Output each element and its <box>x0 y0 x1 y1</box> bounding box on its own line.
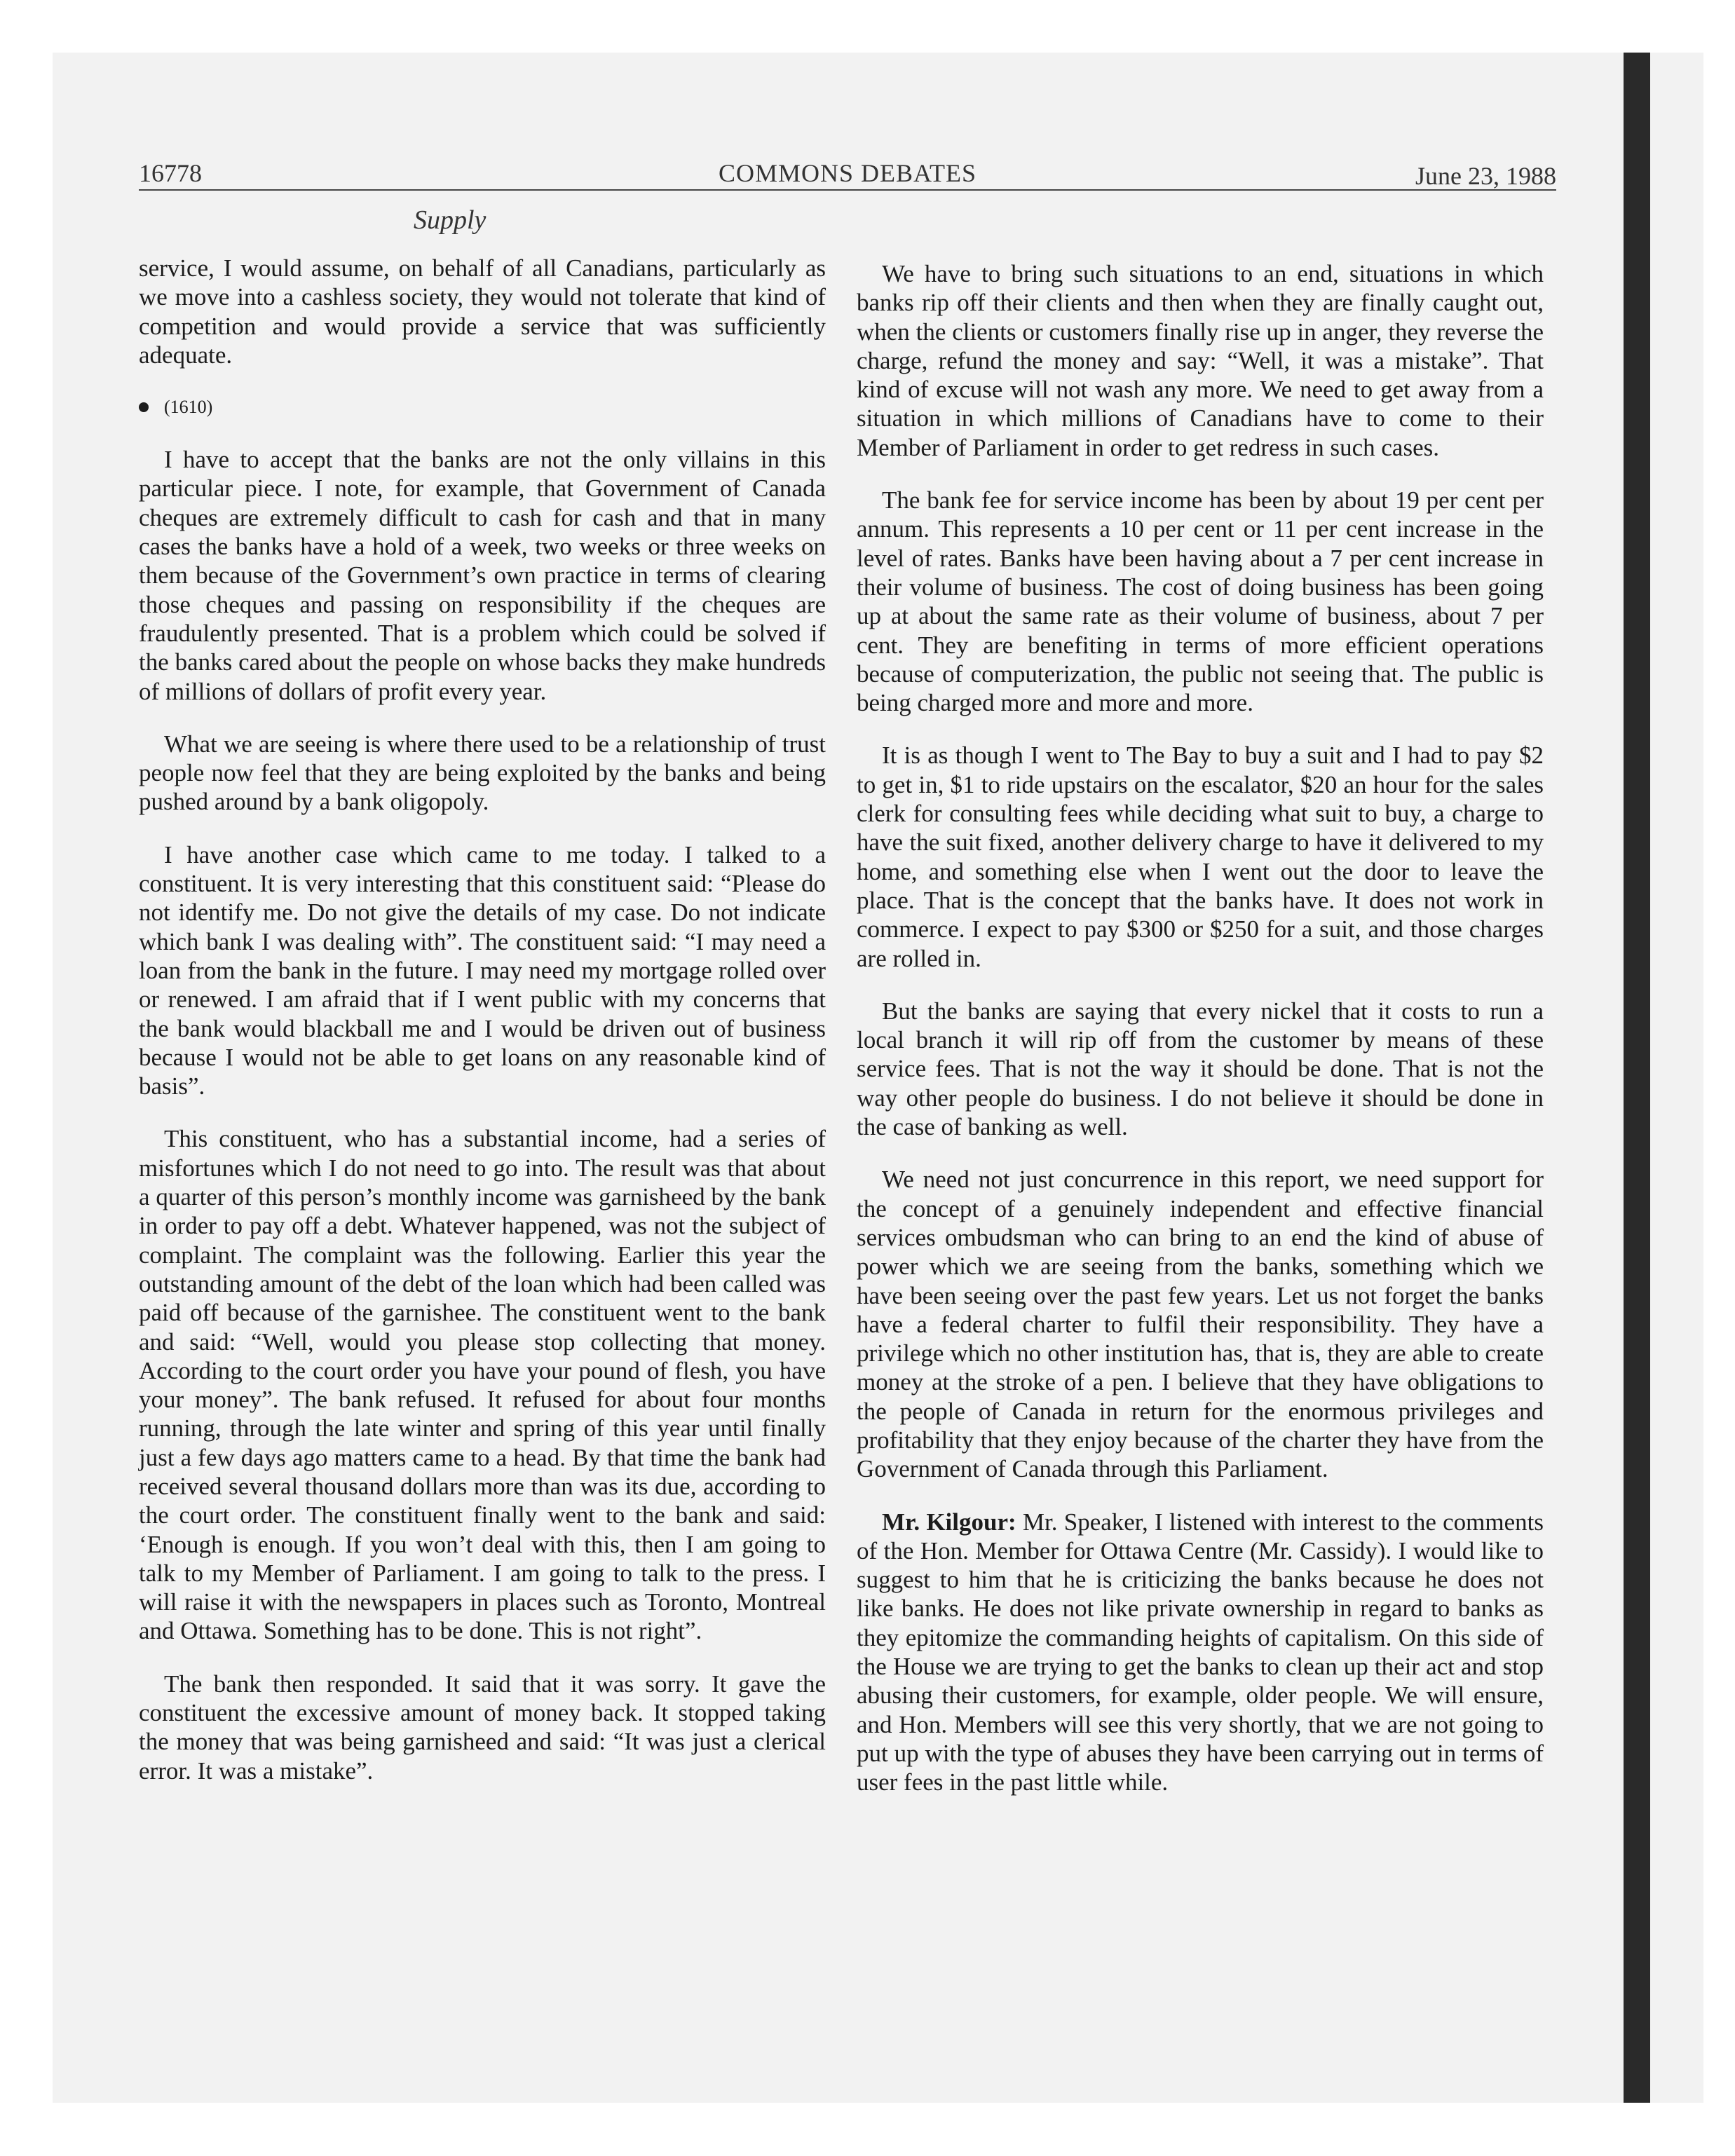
speaker-remarks: Mr. Speaker, I listened with interest to the comments of the Hon. Member for Ottawa Centre (Mr. Cassidy). I would like to suggest to him that he is criticizing the banks because he does not like banks. He does not like private ownership in regard to banks as they epitomize the commanding heights of capitalism. On this side of the House we are trying to get the banks to clean up their act and stop abusing their customers, for example, older people. We will ensure, and Hon. Members will see this very shortly, that we are not going to put up with the type of abuses they have been carrying out in terms of user fees in the past little while. <box>857 1508 1544 1796</box>
paragraph: I have to accept that the banks are not the only villains in this particular piece. I note, for example, that Government of Canada cheques are extremely difficult to cash for cash and that in many cases the banks have a hold of a week, two weeks or three weeks on them because of the Government’s own practice in terms of clearing those cheques and passing on responsibility if the cheques are fraudulently presented. That is a problem which could be solved if the banks cared about the people on whose backs they make hundreds of millions of dollars of profit every year. <box>139 446 826 705</box>
paragraph: But the banks are saying that every nickel that it costs to run a local branch it will rip off from the customer by means of these service fees. That is not the way it should be done. That is not the way other people do business. I do not believe it should be done in the case of banking as well. <box>857 997 1544 1141</box>
publication-title: COMMONS DEBATES <box>718 159 977 187</box>
paragraph: The bank fee for service income has been by about 19 per cent per annum. This represents a 10 per cent or 11 per cent increase in the level of rates. Banks have been having about a 7 per cent increase in their volume of business. The cost of doing business has been going up at about the same rate as their volume of business, about 7 per cent. They are benefiting in terms of more efficient operations because of computerization, the public not seeing that. The public is being charged more and more and more. <box>857 486 1544 717</box>
header-rule <box>139 189 1556 191</box>
bullet-icon <box>139 402 149 412</box>
paragraph: This constituent, who has a substantial income, had a series of misfortunes which I do not need to go into. The result was that about a quarter of this person’s monthly income was garnisheed by the bank in order to pay off a debt. Whatever happened, was not the subject of complaint. The complaint was the following. Earlier this year the outstanding amount of the debt of the loan which had been called was paid off because of the garnishee. The constituent went to the bank and said: “Well, would you please stop collecting that money. According to the court order you have your pound of flesh, you have your money”. The bank refused. It refused for about four months running, through the late winter and spring of this year until finally just a few days ago matters came to a head. By that time the bank had received several thousand dollars more than was its due, according to the court order. The constituent finally went to the bank and said: ‘Enough is enough. If you won’t deal with this, then I am going to talk to my Member of Parliament. I am going to talk to the press. I will raise it with the newspapers in places such as Toronto, Montreal and Ottawa. Something has to be done. This is not right”. <box>139 1125 826 1645</box>
right-column <box>857 259 1544 1797</box>
paragraph: I have another case which came to me today. I talked to a constituent. It is very interesting that this constituent said: “Please do not identify me. Do not give the details of my case. Do not indicate which bank I was dealing with”. The constituent said: “I may need a loan from the bank in the future. I may need my mortgage rolled over or renewed. I am afraid that if I went public with my concerns that the bank would blackball me and I would be driven out of business because I would not be able to get loans on any reasonable kind of basis”. <box>139 840 826 1100</box>
scan-edge-shadow <box>1624 53 1650 2103</box>
speaker-name: Mr. Kilgour: <box>882 1508 1016 1536</box>
paragraph: The bank then responded. It said that it was sorry. It gave the constituent the excessive amount of money back. It stopped taking the money that was being garnisheed and said: “It was just a clerical error. It was a mistake”. <box>139 1670 826 1785</box>
timestamp-marker <box>139 393 826 421</box>
section-label: Supply <box>414 205 487 235</box>
paragraph: service, I would assume, on behalf of all Canadians, particularly as we move into a cashless society, they would not tolerate that kind of competition and would provide a service that was sufficiently adequate. <box>139 254 826 369</box>
paragraph: We need not just concurrence in this report, we need support for the concept of a genuinely independent and effective financial services ombudsman who can bring to an end the kind of abuse of power which we are seeing from the banks, something which we have been seeing over the past few years. Let us not forget the banks have a federal charter to fulfil their responsibility. They have a privilege which no other institution has, that is, they are able to create money at the stroke of a pen. I believe that they have obligations to the people of Canada in return for the enormous privileges and profitability that they enjoy because of the charter they have from the Government of Canada through this Parliament. <box>857 1166 1544 1483</box>
header-date: June 23, 1988 <box>1415 162 1556 190</box>
paragraph: It is as though I went to The Bay to buy a suit and I had to pay $2 to get in, $1 to ride upstairs on the escalator, $20 an hour for the sales clerk for consulting fees while deciding what suit to buy, a charge to have the suit fixed, another delivery charge to have it delivered to my home, and something else when I went out the door to leave the place. That is the concept that the banks have. It does not work in commerce. I expect to pay $300 or $250 for a suit, and those charges are rolled in. <box>857 742 1544 972</box>
timestamp-text: (1610) <box>164 397 213 418</box>
page-number: 16778 <box>139 159 202 187</box>
paragraph: We have to bring such situations to an end, situations in which banks rip off their clients and then when they are finally caught out, when the clients or customers finally rise up in anger, they reverse the charge, refund the money and say: “Well, it was a mistake”. That kind of excuse will not wash any more. We need to get away from a situation in which millions of Canadians have to come to their Member of Parliament in order to get redress in such cases. <box>857 260 1544 461</box>
paragraph: What we are seeing is where there used to be a relationship of trust people now feel that they are being exploited by the banks and being pushed around by a bank oligopoly. <box>139 730 826 816</box>
left-column <box>139 254 826 1785</box>
speaker-paragraph <box>857 1508 1544 1797</box>
